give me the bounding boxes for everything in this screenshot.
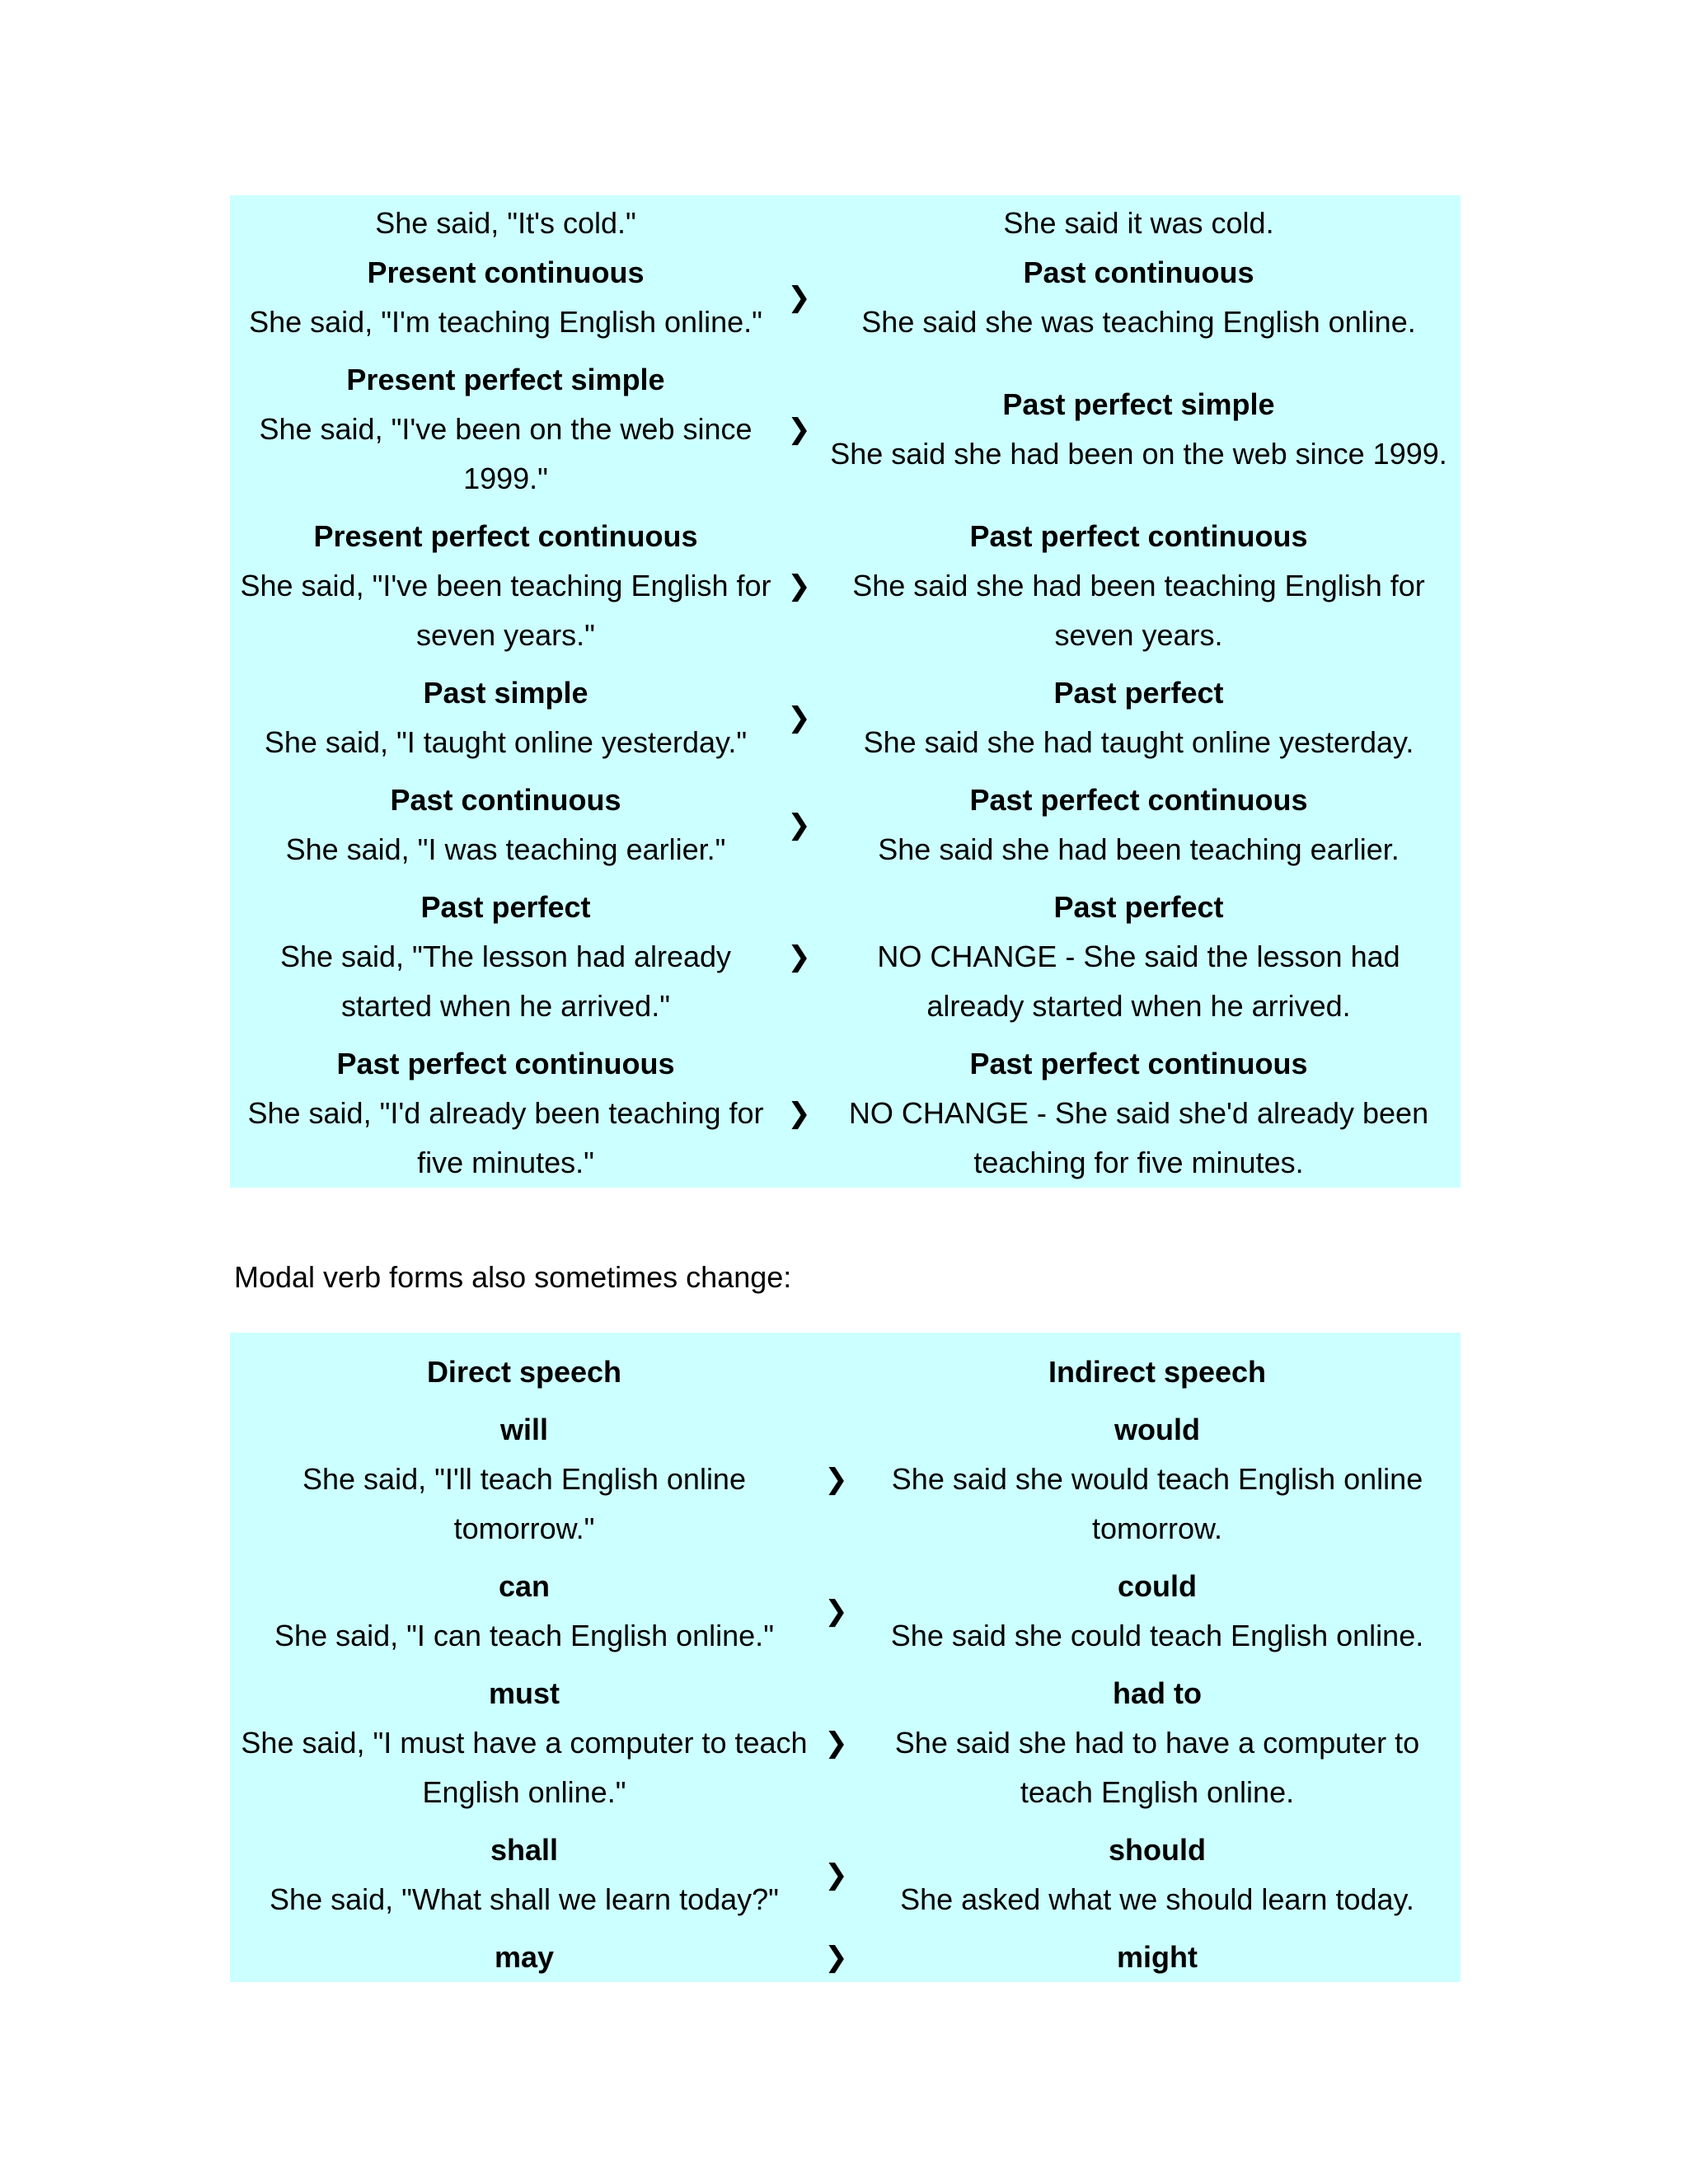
direct-example: She said, "I've been teaching English for seven years." [240, 569, 771, 652]
table-row [230, 1405, 1461, 1554]
indirect-example: She said she had taught online yesterday. [863, 725, 1414, 759]
indirect-example: NO CHANGE - She said the lesson had already started when he arrived. [877, 940, 1400, 1023]
table-row [230, 1661, 1461, 1817]
indirect-modal-label: could [1118, 1569, 1197, 1603]
table-row [230, 195, 1461, 248]
table-row [230, 248, 1461, 347]
chevron-right-icon: ❯ [787, 1097, 811, 1130]
indirect-tense-label: Past perfect [1053, 890, 1224, 924]
direct-tense-label: Present perfect continuous [313, 519, 698, 553]
table-row [230, 1924, 1461, 1982]
direct-example: She said, "It's cold." [375, 206, 636, 240]
modal-change-table [230, 1333, 1461, 1982]
chevron-right-icon: ❯ [787, 701, 811, 734]
indirect-example: She said she had been teaching English for seven years. [852, 569, 1425, 652]
header-indirect-speech: Indirect speech [1048, 1355, 1267, 1389]
chevron-right-icon: ❯ [787, 413, 811, 446]
direct-example: She said, "I've been on the web since 1999." [259, 412, 753, 495]
indirect-example: NO CHANGE - She said she'd already been teaching for five minutes. [848, 1096, 1429, 1179]
direct-example: She said, "I'll teach English online tomorrow." [302, 1462, 746, 1545]
direct-tense-label: Past simple [423, 676, 588, 710]
direct-tense-label: Present perfect simple [346, 363, 665, 396]
chevron-right-icon: ❯ [824, 1595, 848, 1628]
direct-example: She said, "I'm teaching English online." [249, 305, 762, 339]
table-row [230, 504, 1461, 660]
chevron-right-icon: ❯ [824, 1858, 848, 1891]
chevron-right-icon: ❯ [787, 808, 811, 841]
chevron-right-icon: ❯ [787, 569, 811, 602]
chevron-right-icon: ❯ [824, 1727, 848, 1760]
indirect-modal-label: might [1117, 1940, 1198, 1974]
indirect-tense-label: Past perfect continuous [969, 1047, 1308, 1080]
direct-tense-label: Past perfect continuous [336, 1047, 675, 1080]
indirect-tense-label: Past continuous [1023, 255, 1254, 289]
indirect-example: She said she could teach English online. [890, 1619, 1424, 1652]
direct-modal-label: may [494, 1940, 555, 1974]
direct-example: She said, "What shall we learn today?" [270, 1882, 779, 1916]
indirect-tense-label: Past perfect simple [1002, 387, 1275, 421]
table-row [230, 1817, 1461, 1924]
indirect-example: She said she had been on the web since 1999. [830, 437, 1447, 471]
direct-modal-label: must [488, 1676, 560, 1710]
indirect-tense-label: Past perfect continuous [969, 783, 1308, 817]
table-row [230, 767, 1461, 874]
chevron-right-icon: ❯ [787, 940, 811, 973]
tense-change-table [230, 195, 1461, 1188]
modal-intro-text: Modal verb forms also sometimes change: [234, 1260, 792, 1294]
table-row [230, 347, 1461, 504]
indirect-example: She said she would teach English online tomorrow. [891, 1462, 1423, 1545]
direct-example: She said, "I was teaching earlier." [285, 832, 726, 866]
direct-tense-label: Past continuous [390, 783, 621, 817]
table-row [230, 1554, 1461, 1661]
indirect-example: She asked what we should learn today. [900, 1882, 1414, 1916]
indirect-modal-label: had to [1113, 1676, 1202, 1710]
chevron-right-icon: ❯ [824, 1941, 848, 1974]
header-direct-speech: Direct speech [426, 1355, 622, 1389]
direct-modal-label: can [498, 1569, 551, 1603]
indirect-tense-label: Past perfect [1053, 676, 1224, 710]
direct-example: She said, "The lesson had already started when he arrived." [279, 940, 732, 1023]
table-row [230, 660, 1461, 767]
direct-example: She said, "I taught online yesterday." [264, 725, 748, 759]
chevron-right-icon: ❯ [824, 1463, 848, 1496]
table-header-row [230, 1333, 1461, 1405]
indirect-example: She said it was cold. [1003, 206, 1274, 240]
indirect-example: She said she had to have a computer to teach English online. [894, 1726, 1420, 1809]
indirect-tense-label: Past perfect continuous [969, 519, 1308, 553]
direct-example: She said, "I must have a computer to teach English online." [241, 1726, 808, 1809]
indirect-modal-label: should [1109, 1833, 1206, 1867]
table-row [230, 1031, 1461, 1188]
direct-tense-label: Past perfect [420, 890, 591, 924]
indirect-example: She said she was teaching English online. [861, 305, 1416, 339]
table-row [230, 874, 1461, 1031]
direct-modal-label: shall [490, 1833, 559, 1867]
indirect-modal-label: would [1114, 1413, 1200, 1446]
direct-example: She said, "I'd already been teaching for five minutes." [247, 1096, 764, 1179]
direct-modal-label: will [499, 1413, 548, 1446]
direct-example: She said, "I can teach English online." [274, 1619, 774, 1652]
direct-tense-label: Present continuous [367, 255, 645, 289]
indirect-example: She said she had been teaching earlier. [878, 832, 1400, 866]
chevron-right-icon: ❯ [787, 281, 811, 314]
